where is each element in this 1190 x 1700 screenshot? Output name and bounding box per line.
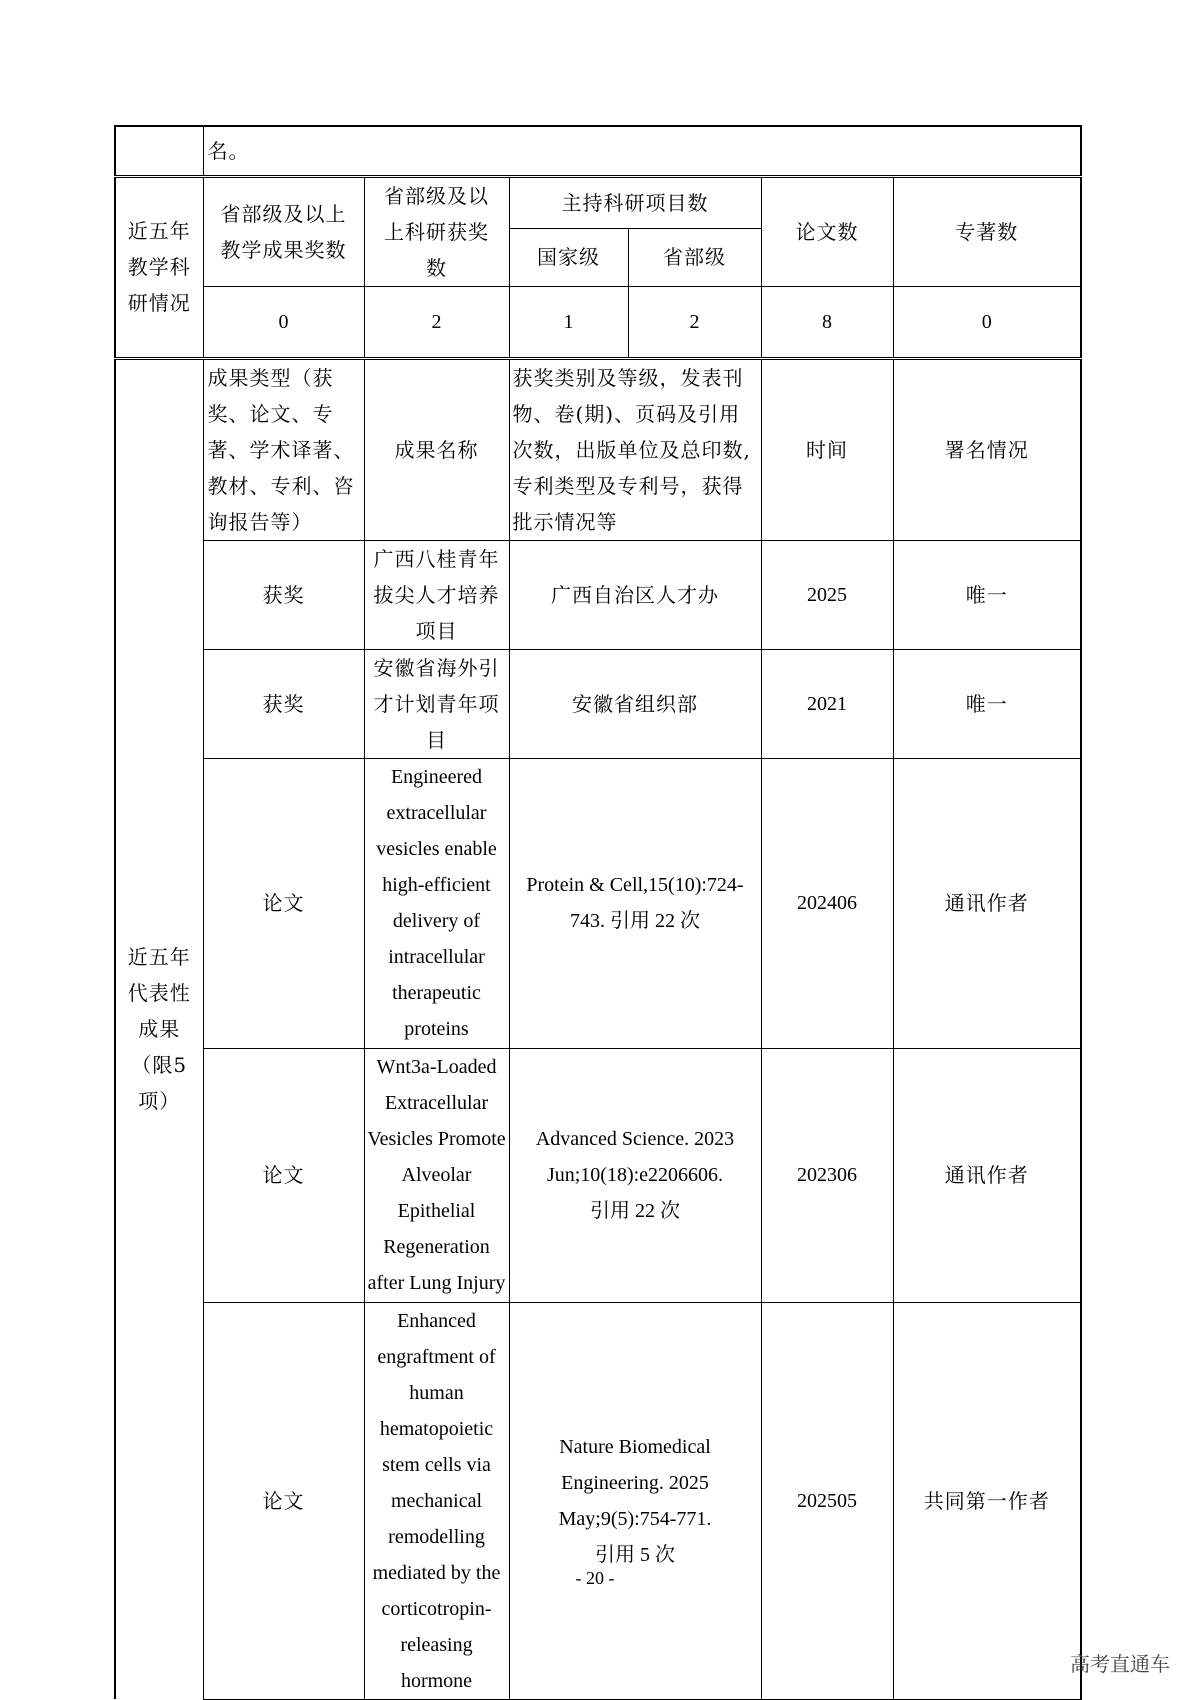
continuation-row (115, 126, 1081, 176)
achievement-type: 获奖 (203, 649, 364, 758)
header-type: 成果类型（获奖、论文、专著、学术译著、教材、专利、咨询报告等） (203, 358, 364, 540)
header-name: 成果名称 (364, 358, 509, 540)
achievement-time: 2025 (761, 540, 893, 649)
achievement-detail: 广西自治区人才办 (509, 540, 761, 649)
achievement-name: 安徽省海外引才计划青年项目 (364, 649, 509, 758)
achievement-type: 获奖 (203, 540, 364, 649)
achievement-time: 202306 (761, 1048, 893, 1302)
stats-section-label: 近五年教学科研情况 (115, 176, 203, 358)
value-research-awards: 2 (364, 286, 509, 358)
value-provincial: 2 (628, 286, 761, 358)
achievement-row (115, 1302, 1081, 1699)
achievements-section-label: 近五年代表性成果（限5项） (115, 358, 203, 1699)
stats-header-row (115, 176, 1081, 228)
achievement-detail: Nature Biomedical Engineering. 2025 May;9(5):754-771. 引用 5 次 (509, 1302, 761, 1699)
header-papers: 论文数 (761, 176, 893, 286)
header-projects: 主持科研项目数 (509, 176, 761, 228)
achievement-detail: Protein & Cell,15(10):724-743. 引用 22 次 (509, 758, 761, 1048)
achievement-authorship: 唯一 (893, 649, 1081, 758)
achievement-row (115, 540, 1081, 649)
achievement-authorship: 通讯作者 (893, 1048, 1081, 1302)
empty-label-cell (115, 126, 203, 176)
achievement-row (115, 1048, 1081, 1302)
value-papers: 8 (761, 286, 893, 358)
achievement-time: 2021 (761, 649, 893, 758)
header-detail: 获奖类别及等级，发表刊物、卷(期)、页码及引用次数，出版单位及总印数,专利类型及专利号，获得批示情况等 (509, 358, 761, 540)
header-provincial: 省部级 (628, 228, 761, 286)
application-form-table (114, 125, 1082, 1700)
achievement-type: 论文 (203, 758, 364, 1048)
header-research-awards: 省部级及以上科研获奖数 (364, 176, 509, 286)
value-teaching-awards: 0 (203, 286, 364, 358)
continuation-text: 名。 (203, 126, 1081, 176)
achievement-type: 论文 (203, 1302, 364, 1699)
watermark-text: 高考直通车 (1070, 1652, 1170, 1676)
header-national: 国家级 (509, 228, 628, 286)
achievement-name: Wnt3a-Loaded Extracellular Vesicles Promote Alveolar Epithelial Regeneration after Lung Injury (364, 1048, 509, 1302)
achievement-detail: 安徽省组织部 (509, 649, 761, 758)
header-monographs: 专著数 (893, 176, 1081, 286)
achievement-name: 广西八桂青年拔尖人才培养项目 (364, 540, 509, 649)
achievement-time: 202406 (761, 758, 893, 1048)
achievement-row (115, 649, 1081, 758)
achievement-row (115, 758, 1081, 1048)
achievement-detail: Advanced Science. 2023 Jun;10(18):e2206606. 引用 22 次 (509, 1048, 761, 1302)
value-monographs: 0 (893, 286, 1081, 358)
achievement-name: Enhanced engraftment of human hematopoietic stem cells via mechanical remodelling mediated by the corticotropin-releasing hormone (364, 1302, 509, 1699)
achievement-authorship: 唯一 (893, 540, 1081, 649)
page-number: - 20 - (575, 1568, 615, 1588)
value-national: 1 (509, 286, 628, 358)
header-time: 时间 (761, 358, 893, 540)
header-teaching-awards: 省部级及以上教学成果奖数 (203, 176, 364, 286)
stats-values-row (115, 286, 1081, 358)
achievements-header-row (115, 358, 1081, 540)
header-authorship: 署名情况 (893, 358, 1081, 540)
achievement-name: Engineered extracellular vesicles enable high-efficient delivery of intracellular therapeutic proteins (364, 758, 509, 1048)
achievement-time: 202505 (761, 1302, 893, 1699)
achievement-authorship: 共同第一作者 (893, 1302, 1081, 1699)
achievement-authorship: 通讯作者 (893, 758, 1081, 1048)
achievement-type: 论文 (203, 1048, 364, 1302)
